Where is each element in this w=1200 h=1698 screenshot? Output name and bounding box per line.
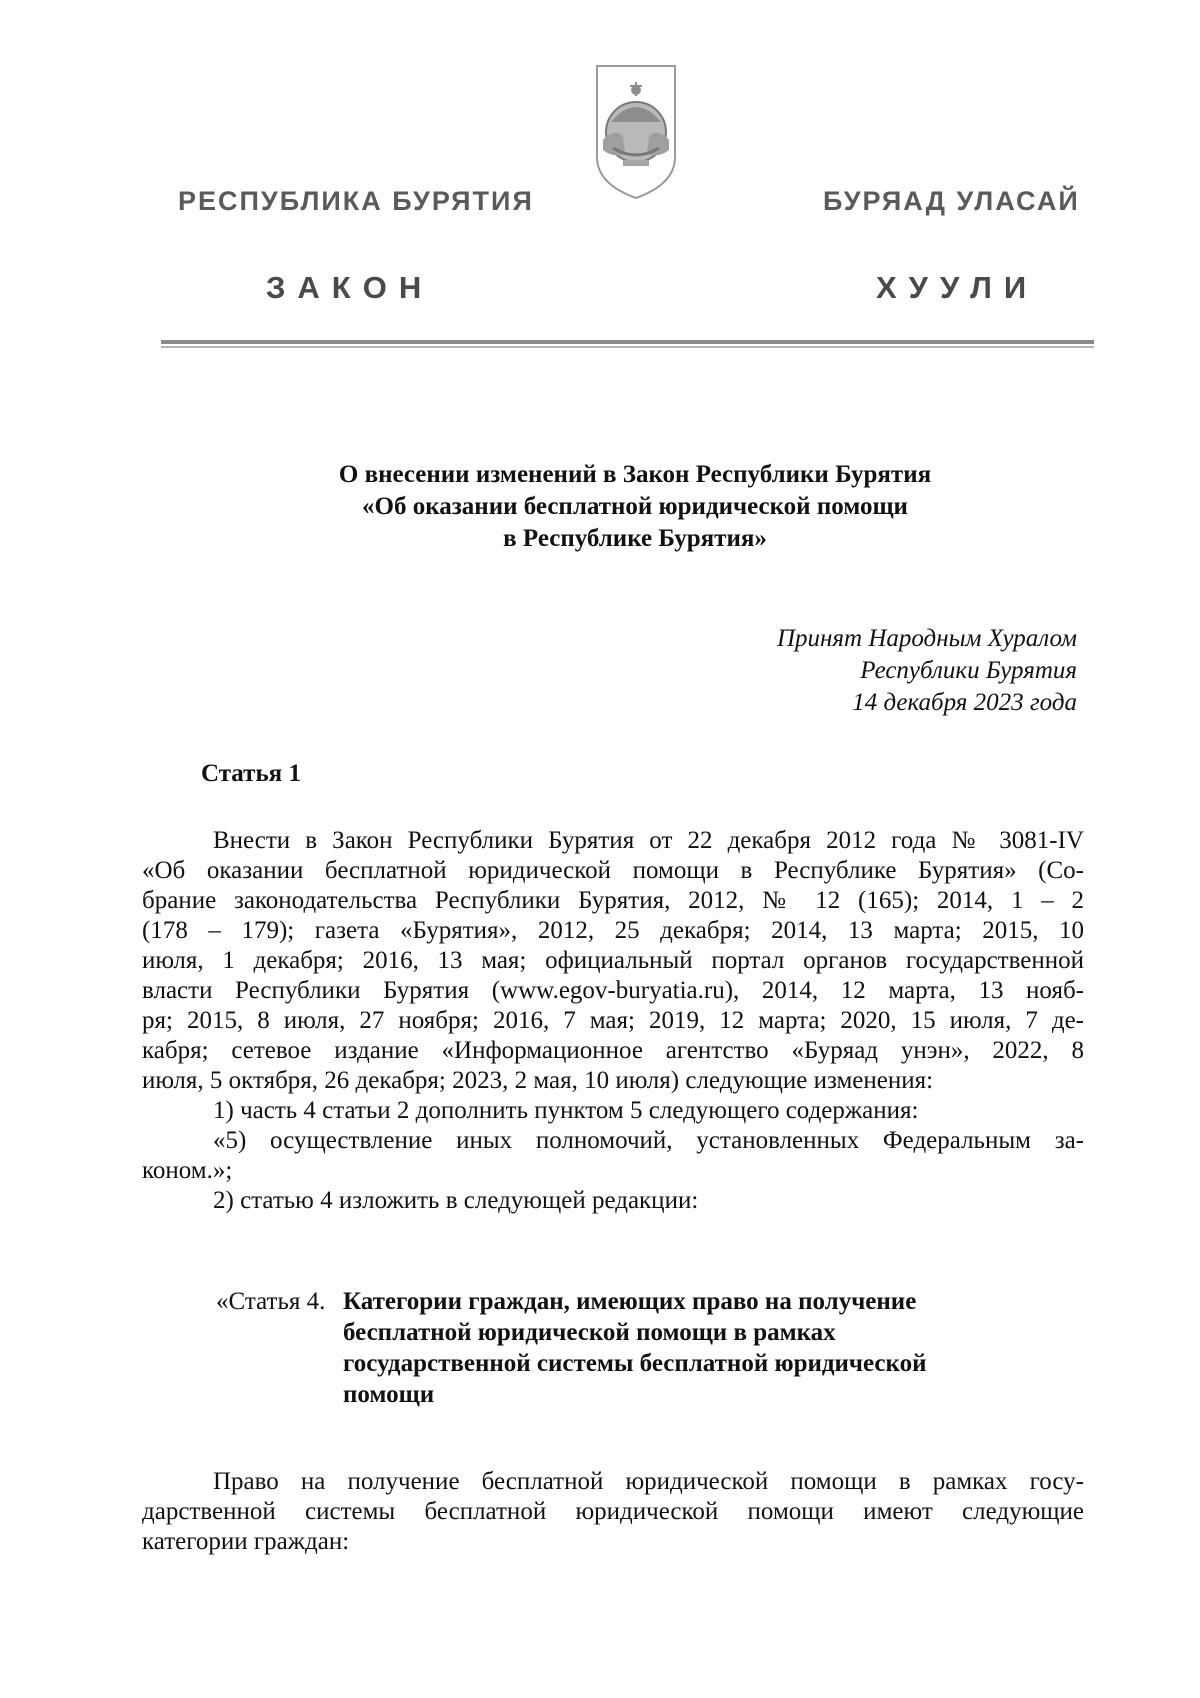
- paragraph-line: категории граждан:: [142, 1528, 350, 1555]
- article-4-title-line: бесплатной юридической помощи в рамках: [343, 1319, 836, 1346]
- law-title-line: в Республике Бурятия»: [503, 525, 767, 552]
- adoption-note-line: Республики Бурятия: [860, 657, 1077, 684]
- republic-name-ru: РЕСПУБЛИКА БУРЯТИЯ: [178, 186, 534, 216]
- header-divider-thin: [161, 346, 1094, 348]
- amendment-text: «5) осуществление иных полномочий, установленных Федеральным за-: [213, 1127, 1084, 1154]
- paragraph-line: «Об оказании бесплатной юридической помощи в Республике Бурятия» (Со-: [142, 857, 1084, 884]
- paragraph-line: июля, 1 декабря; 2016, 13 мая; официальный портал органов государственной: [142, 947, 1084, 974]
- paragraph-line: (178 – 179); газета «Бурятия», 2012, 25 декабря; 2014, 13 марта; 2015, 10: [142, 917, 1084, 944]
- law-title-line: «Об оказании бесплатной юридической помощи: [362, 493, 908, 520]
- amendment-text: коном.»;: [142, 1157, 233, 1184]
- amendment-item: 2) статью 4 изложить в следующей редакции:: [213, 1187, 699, 1214]
- coat-of-arms-icon: [593, 62, 679, 202]
- article-4-body: [142, 1466, 1084, 1556]
- paragraph-line: брание законодательства Республики Бурятия, 2012, № 12 (165); 2014, 1 – 2: [142, 887, 1084, 914]
- article-4-label: «Статья 4.: [216, 1288, 326, 1315]
- article-heading: Статья 1: [201, 760, 301, 787]
- amendment-item: 1) часть 4 статьи 2 дополнить пунктом 5 следующего содержания:: [213, 1097, 919, 1124]
- adoption-note-line: Принят Народным Хуралом: [776, 625, 1077, 652]
- paragraph-line: власти Республики Бурятия (www.egov-buryatia.ru), 2014, 12 марта, 13 нояб-: [142, 977, 1084, 1004]
- article-4-title-line: помощи: [343, 1381, 435, 1408]
- paragraph-line: июля, 5 октября, 26 декабря; 2023, 2 мая, 10 июля) следующие изменения:: [142, 1067, 934, 1094]
- law-label-ru: ЗАКОН: [266, 270, 434, 305]
- adoption-date: 14 декабря 2023 года: [852, 689, 1077, 716]
- article-1-body: [142, 826, 1084, 1216]
- paragraph-line: дарственной системы бесплатной юридической помощи имеют следующие: [142, 1498, 1084, 1525]
- law-title: [240, 459, 1030, 555]
- article-4-title-line: Категории граждан, имеющих право на получение: [343, 1288, 917, 1315]
- paragraph-line: кабря; сетевое издание «Информационное агентство «Буряад унэн», 2022, 8: [142, 1037, 1084, 1064]
- paragraph-line: Право на получение бесплатной юридической помощи в рамках госу-: [213, 1468, 1084, 1495]
- article-4-title: [343, 1286, 1043, 1410]
- article-4-title-line: государственной системы бесплатной юридической: [343, 1350, 927, 1377]
- republic-name-bua: БУРЯАД УЛАСАЙ: [823, 186, 1080, 216]
- law-label-bua: ХУУЛИ: [876, 270, 1039, 305]
- law-title-line: О внесении изменений в Закон Республики Бурятия: [338, 461, 932, 488]
- header-divider: [161, 340, 1094, 344]
- paragraph-line: ря; 2015, 8 июля, 27 ноября; 2016, 7 мая; 2019, 12 марта; 2020, 15 июля, 7 де-: [142, 1007, 1084, 1034]
- adoption-note: [777, 623, 1077, 719]
- paragraph-line: Внести в Закон Республики Бурятия от 22 декабря 2012 года № 3081-IV: [213, 827, 1084, 854]
